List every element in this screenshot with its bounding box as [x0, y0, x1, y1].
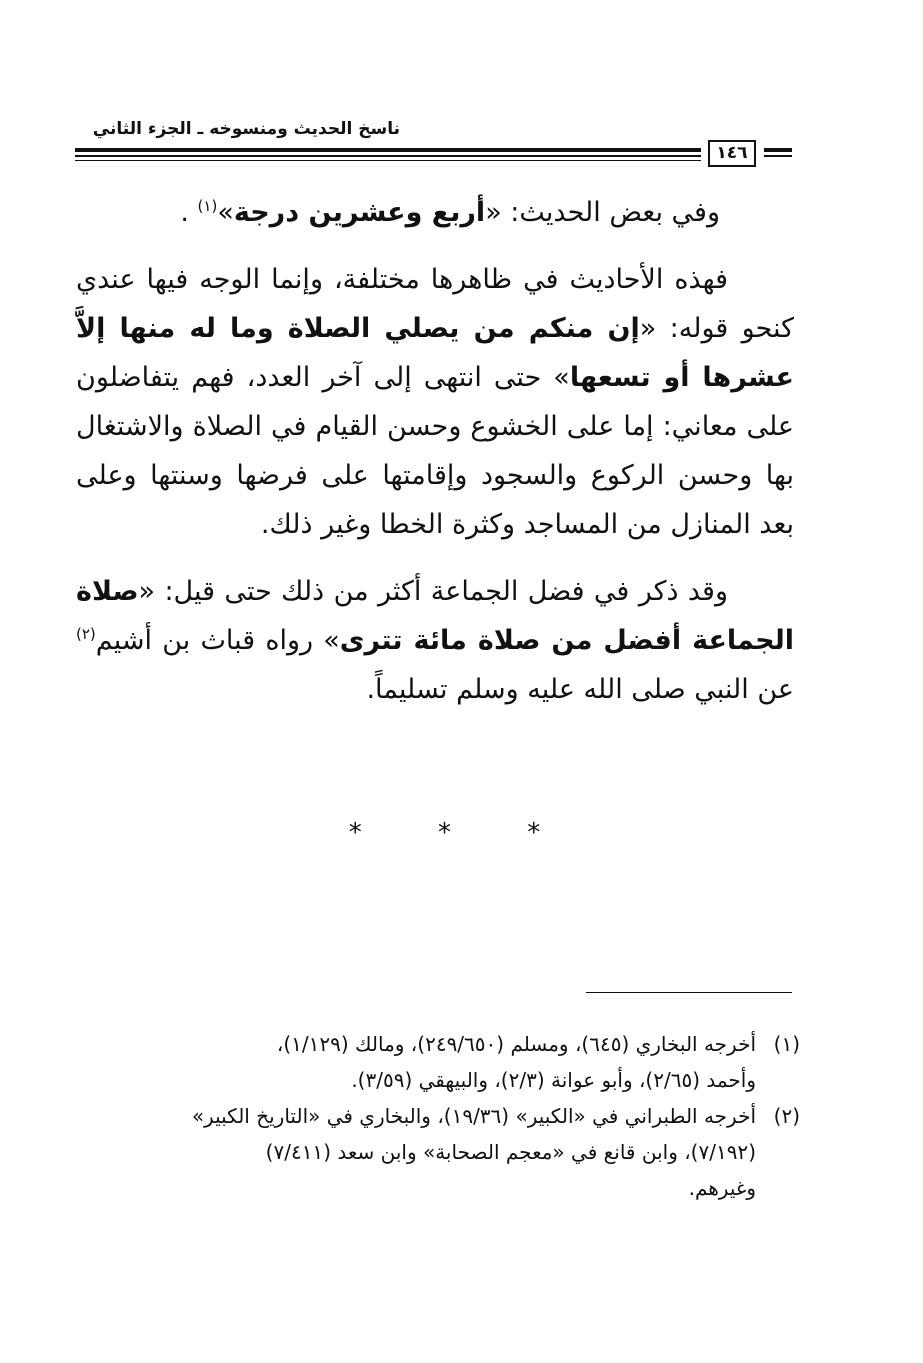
- footnote-1: [78, 1026, 800, 1098]
- footnote-line: أخرجه البخاري (٦٤٥)، ومسلم (٢٤٩/٦٥٠)، ومالك (١/١٢٩)،: [276, 1032, 756, 1056]
- page-number-rule-thick: [764, 148, 792, 152]
- footnote-line: وأحمد (٢/٦٥)، وأبو عوانة (٢/٣)، والبيهقي (٣/٥٩).: [351, 1068, 756, 1092]
- header-rule-thin: [75, 160, 701, 161]
- page-number-box: ١٤٦: [708, 140, 756, 167]
- header-rule-thick: [75, 148, 701, 152]
- paragraph-3: [76, 567, 794, 714]
- hadith-quote: إن منكم من يصلي الصلاة وما له منها إلاَّ عشرها أو تسعها: [76, 313, 794, 393]
- page-number-rule-thin: [764, 155, 792, 157]
- section-separator: * * *: [348, 818, 575, 848]
- running-header-title: ناسخ الحديث ومنسوخه ـ الجزء الثاني: [92, 119, 400, 139]
- footnote-text: [78, 1098, 756, 1206]
- text-segment: وفي بعض الحديث: «: [485, 197, 720, 228]
- text-segment: »: [217, 197, 234, 228]
- text-segment: » رواه قباث بن أشيم: [95, 625, 340, 656]
- footnote-line: وغيرهم.: [688, 1176, 756, 1200]
- paragraph-2: [76, 255, 794, 549]
- footnote-rule: [586, 992, 792, 993]
- hadith-quote: صلاة الجماعة أفضل من صلاة مائة تترى: [76, 576, 794, 656]
- footnote-line: (٧/١٩٢)، وابن قانع في «معجم الصحابة» وابن سعد (٧/٤١١): [265, 1140, 756, 1164]
- text-segment: .: [180, 197, 198, 228]
- footnotes: [78, 1026, 800, 1206]
- footnote-number: (٢): [773, 1104, 800, 1128]
- text-segment: فهذه الأحاديث في ظاهرها مختلفة، وإنما الوجه فيها عندي كنحو قوله: «: [76, 264, 794, 344]
- text-segment: وقد ذكر في فضل الجماعة أكثر من ذلك حتى قيل: «: [138, 576, 728, 607]
- footnote-number: (١): [773, 1032, 800, 1056]
- text-segment: » حتى انتهى إلى آخر العدد، فهم يتفاضلون على معاني: إما على الخشوع وحسن القيام في الصلاة والاشتغال بها وحسن الركوع والسجود وإقامتها على فرضها وسنتها وعلى بعد المنازل من المساجد وكثرة الخطا وغير ذلك.: [76, 362, 794, 540]
- footnote-text: [78, 1026, 756, 1098]
- paragraph-1: [76, 188, 794, 237]
- header-rule-mid: [75, 155, 701, 157]
- footnote-2: [78, 1098, 800, 1206]
- footnote-ref-2: (٢): [76, 625, 96, 643]
- hadith-quote: أربع وعشرين درجة: [233, 197, 486, 228]
- footnote-ref-1: (١): [197, 197, 218, 215]
- main-text: [76, 188, 794, 732]
- text-segment: عن النبي صلى الله عليه وسلم تسليماً.: [366, 674, 794, 705]
- footnote-line: أخرجه الطبراني في «الكبير» (١٩/٣٦)، والبخاري في «التاريخ الكبير»: [191, 1104, 756, 1128]
